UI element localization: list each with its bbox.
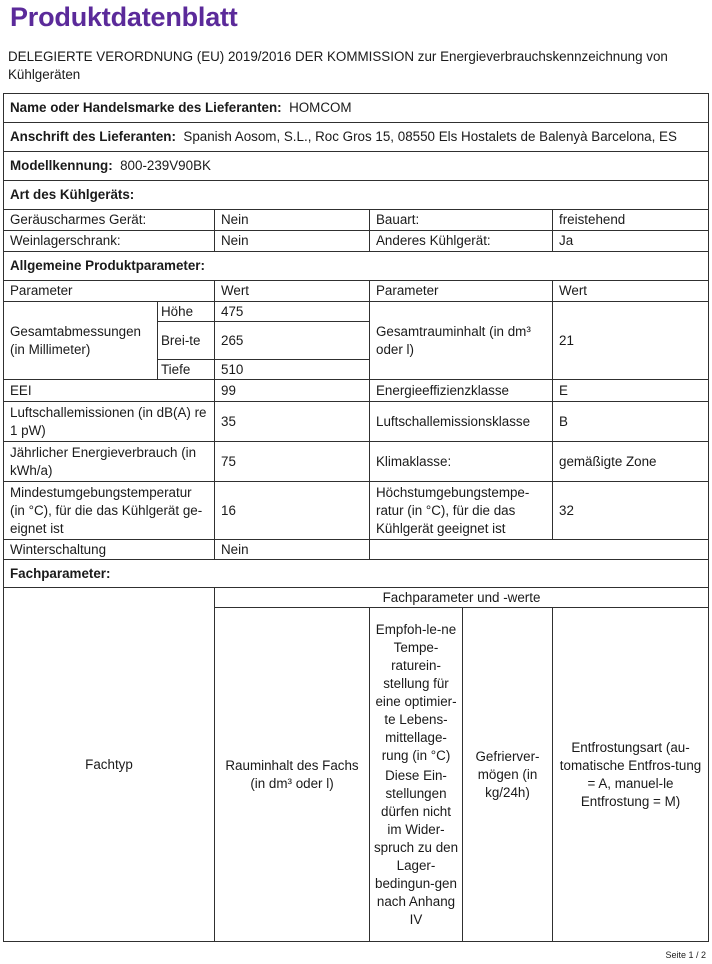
noise-class-label: Luftschallemissionsklasse	[370, 402, 553, 442]
general-heading-row	[4, 252, 709, 281]
energy-row	[4, 442, 709, 482]
compartments-heading-row	[4, 560, 709, 588]
noise-emission-value: 35	[215, 402, 370, 442]
compartments-group-header-row	[4, 588, 709, 608]
other-device-label: Anderes Kühlgerät:	[370, 231, 553, 252]
dimension-height-row	[4, 302, 709, 322]
compartment-type-header: Fachtyp	[4, 588, 215, 942]
winter-switch-value: Nein	[215, 540, 370, 560]
column-header-value-2: Wert	[553, 281, 709, 302]
column-header-parameter-2: Parameter	[370, 281, 553, 302]
supplier-name-label: Name oder Handelsmarke des Lieferanten:	[10, 100, 282, 115]
device-type-row	[4, 231, 709, 252]
recommended-temperature-header	[370, 608, 463, 942]
recommended-temperature-text: Empfoh-le-ne Tempe-raturein-stellung für eine optimier-te Lebens-mittellage-rung (in °C)	[375, 621, 457, 763]
efficiency-class-value: E	[553, 380, 709, 402]
wine-cabinet-label: Weinlagerschrank:	[4, 231, 215, 252]
annual-energy-label: Jährlicher Energieverbrauch (in kWh/a)	[4, 442, 215, 482]
column-header-value: Wert	[215, 281, 370, 302]
noise-emission-label: Luftschallemissionen (in dB(A) re 1 pW)	[4, 402, 215, 442]
supplier-address-label: Anschrift des Lieferanten:	[10, 129, 176, 144]
design-label: Bauart:	[370, 210, 553, 231]
eei-row	[4, 380, 709, 402]
device-type-row	[4, 210, 709, 231]
supplier-name-row	[4, 94, 709, 123]
total-volume-label: Gesamtrauminhalt (in dm³ oder l)	[370, 302, 553, 380]
wine-cabinet-value: Nein	[215, 231, 370, 252]
height-value: 475	[215, 302, 370, 322]
design-value: freistehend	[553, 210, 709, 231]
product-data-table	[3, 93, 709, 942]
eei-value: 99	[215, 380, 370, 402]
supplier-address-row	[4, 123, 709, 152]
dimensions-label: Gesamtabmessungen (in Millimeter)	[4, 302, 158, 380]
width-value: 265	[215, 322, 370, 360]
depth-value: 510	[215, 360, 370, 380]
depth-label: Tiefe	[158, 360, 215, 380]
max-temperature-label: Höchstumgebungstempe-ratur (in °C), für die das Kühlgerät geeignet ist	[370, 482, 553, 540]
model-row	[4, 152, 709, 181]
general-column-header-row	[4, 281, 709, 302]
temperature-row	[4, 482, 709, 540]
min-temperature-value: 16	[215, 482, 370, 540]
device-type-heading: Art des Kühlgeräts:	[4, 181, 709, 210]
low-noise-label: Geräuscharmes Gerät:	[4, 210, 215, 231]
eei-label: EEI	[4, 380, 215, 402]
model-value: 800-239V90BK	[120, 158, 211, 173]
climate-class-label: Klimaklasse:	[370, 442, 553, 482]
defrost-type-header: Entfrostungsart (au-tomatische Entfros-tung = A, manuel-le Entfrostung = M)	[553, 608, 709, 942]
compartment-volume-header: Rauminhalt des Fachs (in dm³ oder l)	[215, 608, 370, 942]
compartments-heading: Fachparameter:	[4, 560, 709, 588]
climate-class-value: gemäßigte Zone	[553, 442, 709, 482]
annual-energy-value: 75	[215, 442, 370, 482]
supplier-address-value: Spanish Aosom, S.L., Roc Gros 15, 08550 Els Hostalets de Balenyà Barcelona, ES	[183, 129, 677, 144]
width-label: Brei-te	[158, 322, 215, 360]
efficiency-class-label: Energieeffizienzklasse	[370, 380, 553, 402]
freezing-capacity-header: Gefrierver-mögen (in kg/24h)	[463, 608, 553, 942]
page-title: Produktdatenblatt	[10, 2, 238, 32]
compartment-group-header: Fachparameter und -werte	[215, 588, 709, 608]
other-device-value: Ja	[553, 231, 709, 252]
total-volume-value: 21	[553, 302, 709, 380]
column-header-parameter: Parameter	[4, 281, 215, 302]
empty-cell	[370, 540, 709, 560]
storage-conditions-note: Diese Ein-stellungen dürfen nicht im Wider-spruch zu den Lager-bedingun-gen nach Anhang IV	[373, 767, 459, 927]
noise-row	[4, 402, 709, 442]
page-number: Seite 1 / 2	[665, 950, 706, 960]
supplier-name-value: HOMCOM	[289, 100, 352, 115]
model-label: Modellkennung:	[10, 158, 113, 173]
height-label: Höhe	[158, 302, 215, 322]
min-temperature-label: Mindestumgebungstemperatur (in °C), für die das Kühlgerät ge-eignet ist	[4, 482, 215, 540]
winter-switch-label: Winterschaltung	[4, 540, 215, 560]
low-noise-value: Nein	[215, 210, 370, 231]
noise-class-value: B	[553, 402, 709, 442]
winter-row	[4, 540, 709, 560]
max-temperature-value: 32	[553, 482, 709, 540]
device-type-heading-row	[4, 181, 709, 210]
regulation-intro: DELEGIERTE VERORDNUNG (EU) 2019/2016 DER KOMMISSION zur Energieverbrauchskennzeichnung von Kühlgeräten	[8, 49, 668, 82]
general-heading: Allgemeine Produktparameter:	[4, 252, 709, 281]
